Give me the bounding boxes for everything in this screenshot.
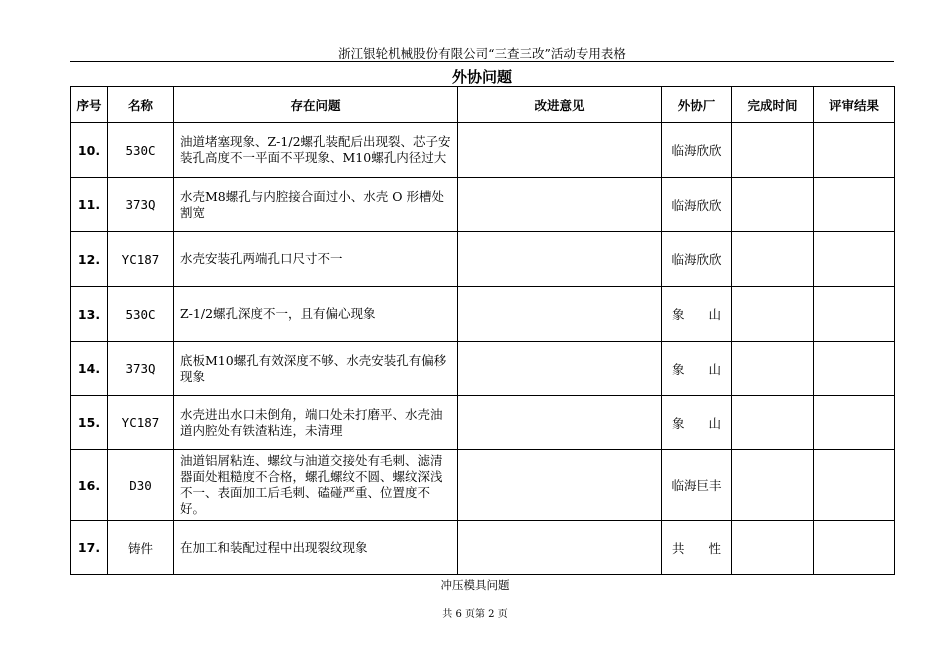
table-row (71, 178, 895, 232)
col-header-done: 完成时间 (732, 87, 814, 123)
issue-text: 油道堵塞现象、Z-1/2螺孔装配后出现裂、芯子安装孔高度不一平面不平现象、M10螺孔内径过大 (174, 123, 458, 178)
vendor-spread (662, 305, 731, 323)
improvement-cell (458, 521, 662, 575)
done-cell (732, 232, 814, 287)
part-name: 铸件 (108, 521, 174, 575)
row-number: 10. (71, 123, 108, 178)
issue-text: 底板M10螺孔有效深度不够、水壳安装孔有偏移现象 (174, 342, 458, 396)
page-indicator: 共 6 页第 2 页 (442, 609, 508, 620)
part-name: 530C (108, 287, 174, 342)
company-header: 浙江银轮机械股份有限公司“三查三改”活动专用表格 (338, 46, 626, 61)
done-cell (732, 178, 814, 232)
review-cell (814, 342, 895, 396)
done-cell (732, 521, 814, 575)
vendor-char: 性 (708, 540, 721, 556)
table-header-row (71, 87, 895, 123)
row-number: 14. (71, 342, 108, 396)
col-header-review: 评审结果 (814, 87, 895, 123)
col-header-improvement: 改进意见 (458, 87, 662, 123)
review-cell (814, 178, 895, 232)
issue-text: Z-1/2螺孔深度不一，且有偏心现象 (174, 287, 458, 342)
col-header-issue: 存在问题 (174, 87, 458, 123)
vendor-spread (662, 414, 731, 432)
vendor-cell (662, 342, 732, 396)
review-cell (814, 123, 895, 178)
review-cell (814, 450, 895, 521)
done-cell (732, 342, 814, 396)
issue-text: 水壳安装孔两端孔口尺寸不一 (174, 232, 458, 287)
issue-text: 水壳进出水口未倒角，端口处未打磨平、水壳油道内腔处有铁渣粘连，未清理 (174, 396, 458, 450)
vendor-char: 象 (672, 415, 685, 431)
issue-text: 水壳M8螺孔与内腔接合面过小、水壳 O 形槽处割宽 (174, 178, 458, 232)
improvement-cell (458, 178, 662, 232)
improvement-cell (458, 287, 662, 342)
improvement-cell (458, 123, 662, 178)
vendor-char: 山 (708, 415, 721, 431)
part-name: 530C (108, 123, 174, 178)
table-row (71, 450, 895, 521)
done-cell (732, 287, 814, 342)
vendor-char: 山 (708, 307, 721, 322)
col-header-name: 名称 (108, 87, 174, 123)
row-number: 16. (71, 450, 108, 521)
part-name: 373Q (108, 178, 174, 232)
review-cell (814, 396, 895, 450)
done-cell (732, 396, 814, 450)
part-name: YC187 (108, 396, 174, 450)
row-number: 11. (71, 178, 108, 232)
vendor-cell (662, 521, 732, 575)
vendor-cell (662, 287, 732, 342)
vendor-cell (662, 396, 732, 450)
vendor-char: 共 (672, 540, 685, 556)
review-cell (814, 232, 895, 287)
page-title: 外协问题 (451, 68, 512, 86)
col-header-vendor: 外协厂 (662, 87, 732, 123)
part-name: D30 (108, 450, 174, 521)
row-number: 13. (71, 287, 108, 342)
vendor-spread (662, 360, 731, 378)
vendor-cell: 临海巨丰 (662, 450, 732, 521)
review-cell (814, 521, 895, 575)
table-row (71, 521, 895, 575)
review-cell (814, 287, 895, 342)
issues-table (70, 86, 895, 575)
vendor-cell: 临海欣欣 (662, 178, 732, 232)
table-row (71, 396, 895, 450)
vendor-char: 象 (672, 307, 685, 322)
vendor-cell: 临海欣欣 (662, 123, 732, 178)
table-row (71, 287, 895, 342)
part-name: YC187 (108, 232, 174, 287)
issue-text: 油道铝屑粘连、螺纹与油道交接处有毛刺、滤清器面处粗糙度不合格，螺孔螺纹不圆、螺纹深浅不一、表面加工后毛刺、磕碰严重、位置度不好。 (174, 450, 458, 521)
row-number: 15. (71, 396, 108, 450)
vendor-char: 山 (708, 361, 721, 377)
vendor-char: 象 (672, 361, 685, 377)
next-section-label: 冲压模具问题 (440, 578, 510, 592)
vendor-spread (662, 539, 731, 557)
improvement-cell (458, 450, 662, 521)
header-rule (70, 61, 894, 62)
row-number: 12. (71, 232, 108, 287)
improvement-cell (458, 342, 662, 396)
part-name: 373Q (108, 342, 174, 396)
table-row (71, 232, 895, 287)
table-row (71, 342, 895, 396)
done-cell (732, 450, 814, 521)
col-header-no: 序号 (71, 87, 108, 123)
improvement-cell (458, 396, 662, 450)
vendor-cell: 临海欣欣 (662, 232, 732, 287)
done-cell (732, 123, 814, 178)
issue-text: 在加工和装配过程中出现裂纹现象 (174, 521, 458, 575)
improvement-cell (458, 232, 662, 287)
table-row (71, 123, 895, 178)
row-number: 17. (71, 521, 108, 575)
